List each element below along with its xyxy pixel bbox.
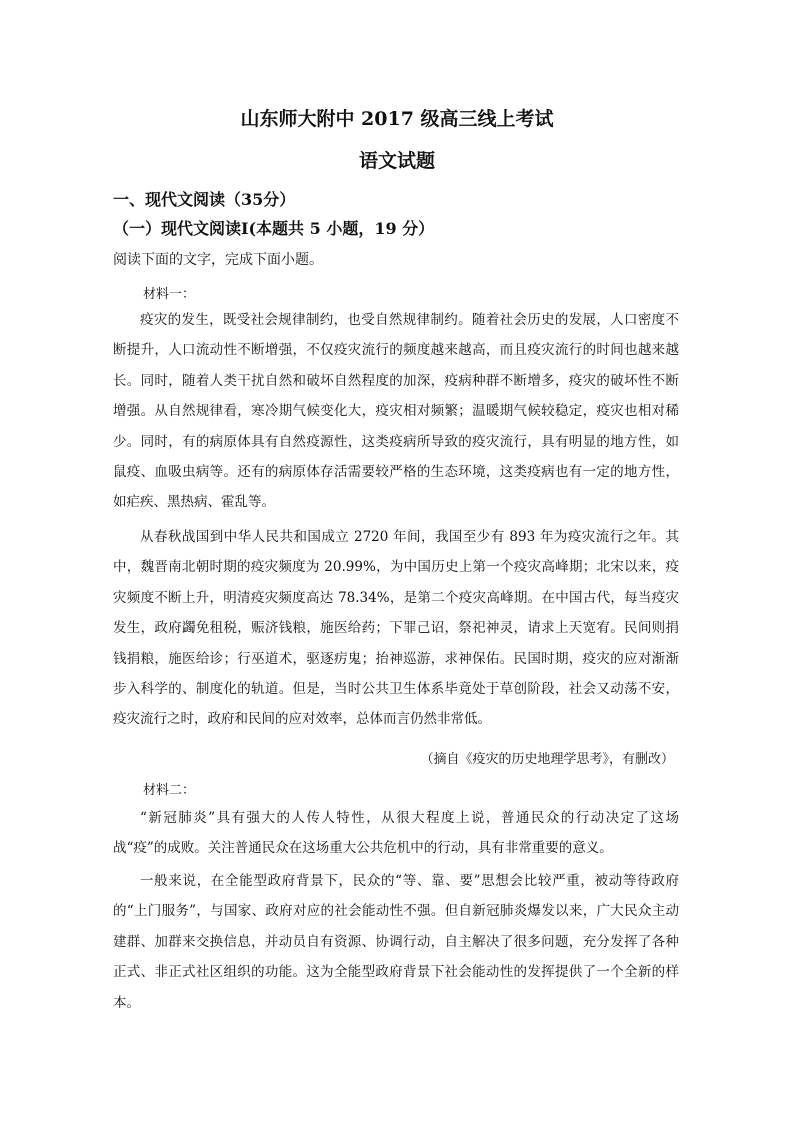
subject-title: 语文试题 bbox=[358, 150, 435, 172]
material-two-paragraph: “新冠肺炎”具有强大的人传人特性，从很大程度上说，普通民众的行动决定了这场战“疫”的成败。关注普通民众在这场重大公共危机中的行动，具有非常重要的意义。 bbox=[113, 810, 679, 857]
material-one-paragraph: 从春秋战国到中华人民共和国成立 2720 年间，我国至少有 893 年为疫灾流行之年。其中，魏晋南北朝时期的疫灾频度为 20.99%，为中国历史上第一个疫灾高峰期；北宋以来，疫灾频度不断上升，明清疫灾频度高达 78.34%，是第二个疫灾高峰期。在中国古代，每当疫灾发生，政府蠲免租税，赈济钱粮，施医给药；下罪己诏，祭祀神灵，请求上天宽宥。民间则捐钱捐粮，施医给诊；行巫道术，驱逐疠鬼；抬神巡游，求神保佑。民国时期，疫灾的应对渐渐步入科学的、制度化的轨道。但是，当时公共卫生体系毕竟处于草创阶段，社会又动荡不安，疫灾流行之时，政府和民间的应对效率，总体而言仍然非常低。 bbox=[113, 529, 679, 728]
material-two-label: 材料二： bbox=[143, 783, 196, 798]
exam-title: 山东师大附中 2017 级高三线上考试 bbox=[240, 108, 554, 130]
source-citation: （摘自《疫灾的历史地理学思考》，有删改） bbox=[420, 752, 674, 767]
section-heading: 一、现代文阅读（35分） bbox=[113, 190, 296, 209]
instruction-text: 阅读下面的文字，完成下面小题。 bbox=[113, 252, 323, 268]
subsection-heading: （一）现代文阅读Ⅰ(本题共 5 小题，19 分） bbox=[113, 219, 435, 238]
material-one-label: 材料一： bbox=[143, 287, 196, 302]
material-one-paragraph: 疫灾的发生，既受社会规律制约，也受自然规律制约。随着社会历史的发展，人口密度不断提升，人口流动性不断增强，不仅疫灾流行的频度越来越高，而且疫灾流行的时间也越来越长。同时，随着人类干扰自然和破坏自然程度的加深，疫病种群不断增多，疫灾的破坏性不断增强。从自然规律看，寒冷期气候变化大，疫灾相对频繁；温暖期气候较稳定，疫灾也相对稀少。同时，有的病原体具有自然疫源性，这类疫病所导致的疫灾流行，具有明显的地方性，如鼠疫、血吸虫病等。还有的病原体存活需要较严格的生态环境，这类疫病也有一定的地方性，如疟疾、黑热病、霍乱等。 bbox=[113, 312, 679, 511]
material-two-paragraph: 一般来说，在全能型政府背景下，民众的“等、靠、要”思想会比较严重，被动等待政府的“上门服务”，与国家、政府对应的社会能动性不强。但自新冠肺炎爆发以来，广大民众主动建群、加群来交换信息，并动员自有资源、协调行动，自主解决了很多问题，充分发挥了各种正式、非正式社区组织的功能。这为全能型政府背景下社会能动性的发挥提供了一个全新的样本。 bbox=[113, 873, 679, 1011]
